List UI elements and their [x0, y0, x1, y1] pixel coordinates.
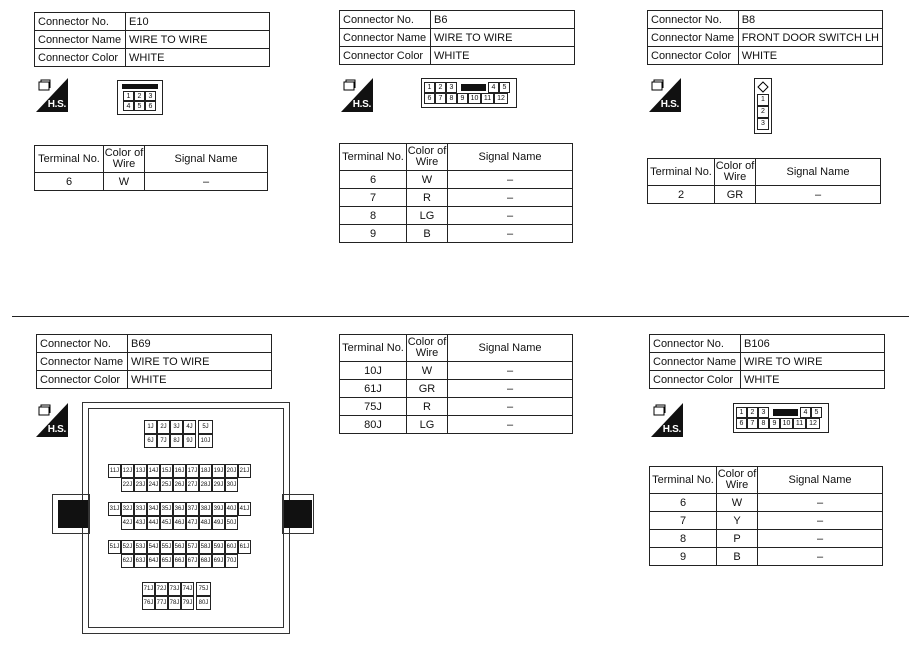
connector-face-b69	[52, 398, 314, 636]
connector-color-value: WHITE	[431, 47, 575, 65]
pin: 3	[758, 407, 769, 418]
table-row: 10J W –	[340, 362, 573, 380]
pin: 80J	[196, 596, 211, 610]
pin: 59J	[212, 540, 225, 554]
pin: 31J	[108, 502, 121, 516]
connector-color-value: WHITE	[741, 371, 885, 389]
pin: 22J	[121, 478, 134, 492]
pin: 10	[468, 93, 481, 104]
pin: 69J	[212, 554, 225, 568]
pin: 41J	[238, 502, 251, 516]
pin: 62J	[121, 554, 134, 568]
pin: 45J	[160, 516, 173, 530]
signal-name-header: Signal Name	[448, 144, 573, 171]
table-row: 2 GR –	[648, 186, 881, 204]
pin: 6	[424, 93, 435, 104]
pin: 19J	[212, 464, 225, 478]
pin: 7	[435, 93, 446, 104]
pin: 34J	[147, 502, 160, 516]
pin: 77J	[155, 596, 168, 610]
pin: 14J	[147, 464, 160, 478]
pin: 26J	[173, 478, 186, 492]
pin: 11	[481, 93, 494, 104]
pin: 79J	[181, 596, 194, 610]
table-row: 9 B –	[340, 225, 573, 243]
connector-no-value: B6	[431, 11, 575, 29]
connector-info-b69	[36, 334, 272, 389]
connector-no-value: B69	[128, 335, 272, 353]
pin: 4	[800, 407, 811, 418]
signal-name-header: Signal Name	[145, 146, 268, 173]
pin: 50J	[225, 516, 238, 530]
color-of-wire-header: Color of Wire	[717, 467, 758, 494]
pin: 10	[780, 418, 793, 429]
pin: 5	[134, 101, 145, 111]
pin: 39J	[212, 502, 225, 516]
connector-face-e10	[117, 80, 163, 115]
pin: 10J	[198, 434, 213, 448]
pin: 32J	[121, 502, 134, 516]
pin: 6J	[144, 434, 157, 448]
table-row: 9 B –	[650, 548, 883, 566]
connector-name-value: WIRE TO WIRE	[431, 29, 575, 47]
pin: 68J	[199, 554, 212, 568]
pin: 61J	[238, 540, 251, 554]
connector-name-label: Connector Name	[340, 29, 431, 47]
pin: 58J	[199, 540, 212, 554]
connector-no-label: Connector No.	[650, 335, 741, 353]
pin: 11	[793, 418, 806, 429]
pin: 37J	[186, 502, 199, 516]
pin: 6	[736, 418, 747, 429]
pin: 2	[134, 91, 145, 101]
section-divider	[12, 316, 909, 317]
connector-name-label: Connector Name	[650, 353, 741, 371]
connector-no-value: B8	[738, 11, 882, 29]
color-of-wire-header: Color of Wire	[715, 159, 756, 186]
pin: 23J	[134, 478, 147, 492]
pin: 48J	[199, 516, 212, 530]
pin: 12	[806, 418, 820, 429]
connector-name-label: Connector Name	[648, 29, 739, 47]
pin: 64J	[147, 554, 160, 568]
pin: 53J	[134, 540, 147, 554]
hs-icon: H.S.	[649, 78, 681, 112]
connector-no-label: Connector No.	[37, 335, 128, 353]
signal-name-header: Signal Name	[448, 335, 573, 362]
connector-color-label: Connector Color	[648, 47, 739, 65]
connector-no-label: Connector No.	[340, 11, 431, 29]
connector-info-b106	[649, 334, 885, 389]
terminal-table-b69	[339, 334, 573, 434]
table-row: 8 P –	[650, 530, 883, 548]
connector-info-b8	[647, 10, 883, 65]
pin: 38J	[199, 502, 212, 516]
pin: 49J	[212, 516, 225, 530]
pin: 1	[123, 91, 134, 101]
pin: 8	[446, 93, 457, 104]
pin: 12J	[121, 464, 134, 478]
pin: 24J	[147, 478, 160, 492]
table-row: 7 Y –	[650, 512, 883, 530]
pin: 11J	[108, 464, 121, 478]
pin: 35J	[160, 502, 173, 516]
terminal-no-header: Terminal No.	[648, 159, 715, 186]
pin: 27J	[186, 478, 199, 492]
pin: 1	[424, 82, 435, 93]
terminal-table-b8	[647, 158, 881, 204]
table-row: 7 R –	[340, 189, 573, 207]
connector-color-value: WHITE	[738, 47, 882, 65]
connector-no-label: Connector No.	[35, 13, 126, 31]
hs-icon: H.S.	[341, 78, 373, 112]
pin: 5J	[198, 420, 213, 434]
pin: 21J	[238, 464, 251, 478]
connector-face-b6	[421, 78, 517, 108]
pin: 5	[499, 82, 510, 93]
color-of-wire-header: Color of Wire	[104, 146, 145, 173]
pin: 13J	[134, 464, 147, 478]
pin: 70J	[225, 554, 238, 568]
pin: 63J	[134, 554, 147, 568]
connector-color-label: Connector Color	[650, 371, 741, 389]
pin: 3	[446, 82, 457, 93]
connector-name-label: Connector Name	[37, 353, 128, 371]
pin: 15J	[160, 464, 173, 478]
pin: 57J	[186, 540, 199, 554]
connector-color-label: Connector Color	[340, 47, 431, 65]
connector-color-label: Connector Color	[35, 49, 126, 67]
pin: 25J	[160, 478, 173, 492]
table-row: 80J LG –	[340, 416, 573, 434]
pin: 4	[123, 101, 134, 111]
table-row: 6 W –	[340, 171, 573, 189]
pin: 42J	[121, 516, 134, 530]
hs-icon: H.S.	[36, 403, 68, 437]
pin: 2	[747, 407, 758, 418]
pin: 3	[757, 118, 769, 130]
pin: 60J	[225, 540, 238, 554]
connector-color-value: WHITE	[128, 371, 272, 389]
terminal-no-header: Terminal No.	[340, 335, 407, 362]
pin: 1	[736, 407, 747, 418]
hs-icon: H.S.	[651, 403, 683, 437]
connector-color-value: WHITE	[126, 49, 270, 67]
connector-no-label: Connector No.	[648, 11, 739, 29]
pin: 5	[811, 407, 822, 418]
pin: 55J	[160, 540, 173, 554]
terminal-no-header: Terminal No.	[35, 146, 104, 173]
pin: 67J	[186, 554, 199, 568]
pin: 51J	[108, 540, 121, 554]
pin: 56J	[173, 540, 186, 554]
pin: 2J	[157, 420, 170, 434]
pin: 44J	[147, 516, 160, 530]
pin: 3	[145, 91, 156, 101]
color-of-wire-header: Color of Wire	[407, 335, 448, 362]
pin: 52J	[121, 540, 134, 554]
pin: 36J	[173, 502, 186, 516]
pin: 7J	[157, 434, 170, 448]
pin: 8J	[170, 434, 183, 448]
connector-name-value: FRONT DOOR SWITCH LH	[738, 29, 882, 47]
connector-name-label: Connector Name	[35, 31, 126, 49]
hs-icon: H.S.	[36, 78, 68, 112]
diamond-icon	[757, 81, 769, 93]
connector-color-label: Connector Color	[37, 371, 128, 389]
pin: 74J	[181, 582, 194, 596]
connector-info-b6	[339, 10, 575, 65]
pin: 9J	[183, 434, 196, 448]
pin: 43J	[134, 516, 147, 530]
pin: 17J	[186, 464, 199, 478]
pin: 1	[757, 94, 769, 106]
connector-name-value: WIRE TO WIRE	[741, 353, 885, 371]
pin: 73J	[168, 582, 181, 596]
pin: 7	[747, 418, 758, 429]
pin: 2	[435, 82, 446, 93]
pin: 30J	[225, 478, 238, 492]
signal-name-header: Signal Name	[758, 467, 883, 494]
connector-no-value: E10	[126, 13, 270, 31]
pin: 75J	[196, 582, 211, 596]
pin: 3J	[170, 420, 183, 434]
pin: 46J	[173, 516, 186, 530]
pin: 29J	[212, 478, 225, 492]
terminal-table-b106	[649, 466, 883, 566]
pin: 1J	[144, 420, 157, 434]
pin: 28J	[199, 478, 212, 492]
table-row: 6 W –	[35, 173, 268, 191]
signal-name-header: Signal Name	[756, 159, 881, 186]
table-row: 6 W –	[650, 494, 883, 512]
connector-info-e10	[34, 12, 270, 67]
pin: 4J	[183, 420, 196, 434]
pin: 78J	[168, 596, 181, 610]
pin: 66J	[173, 554, 186, 568]
pin: 18J	[199, 464, 212, 478]
pin: 16J	[173, 464, 186, 478]
pin: 12	[494, 93, 508, 104]
terminal-no-header: Terminal No.	[650, 467, 717, 494]
connector-no-value: B106	[741, 335, 885, 353]
pin: 9	[457, 93, 468, 104]
terminal-no-header: Terminal No.	[340, 144, 407, 171]
terminal-table-b6	[339, 143, 573, 243]
pin: 72J	[155, 582, 168, 596]
table-row: 61J GR –	[340, 380, 573, 398]
table-row: 8 LG –	[340, 207, 573, 225]
connector-face-b8	[754, 78, 772, 134]
pin: 40J	[225, 502, 238, 516]
connector-name-value: WIRE TO WIRE	[126, 31, 270, 49]
pin: 33J	[134, 502, 147, 516]
pin: 54J	[147, 540, 160, 554]
terminal-table-e10	[34, 145, 268, 191]
pin: 47J	[186, 516, 199, 530]
pin: 20J	[225, 464, 238, 478]
pin: 9	[769, 418, 780, 429]
color-of-wire-header: Color of Wire	[407, 144, 448, 171]
pin: 8	[758, 418, 769, 429]
pin: 4	[488, 82, 499, 93]
pin: 65J	[160, 554, 173, 568]
pin: 76J	[142, 596, 155, 610]
table-row: 75J R –	[340, 398, 573, 416]
pin: 2	[757, 106, 769, 118]
pin: 6	[145, 101, 156, 111]
connector-face-b106	[733, 403, 829, 433]
pin: 71J	[142, 582, 155, 596]
connector-name-value: WIRE TO WIRE	[128, 353, 272, 371]
